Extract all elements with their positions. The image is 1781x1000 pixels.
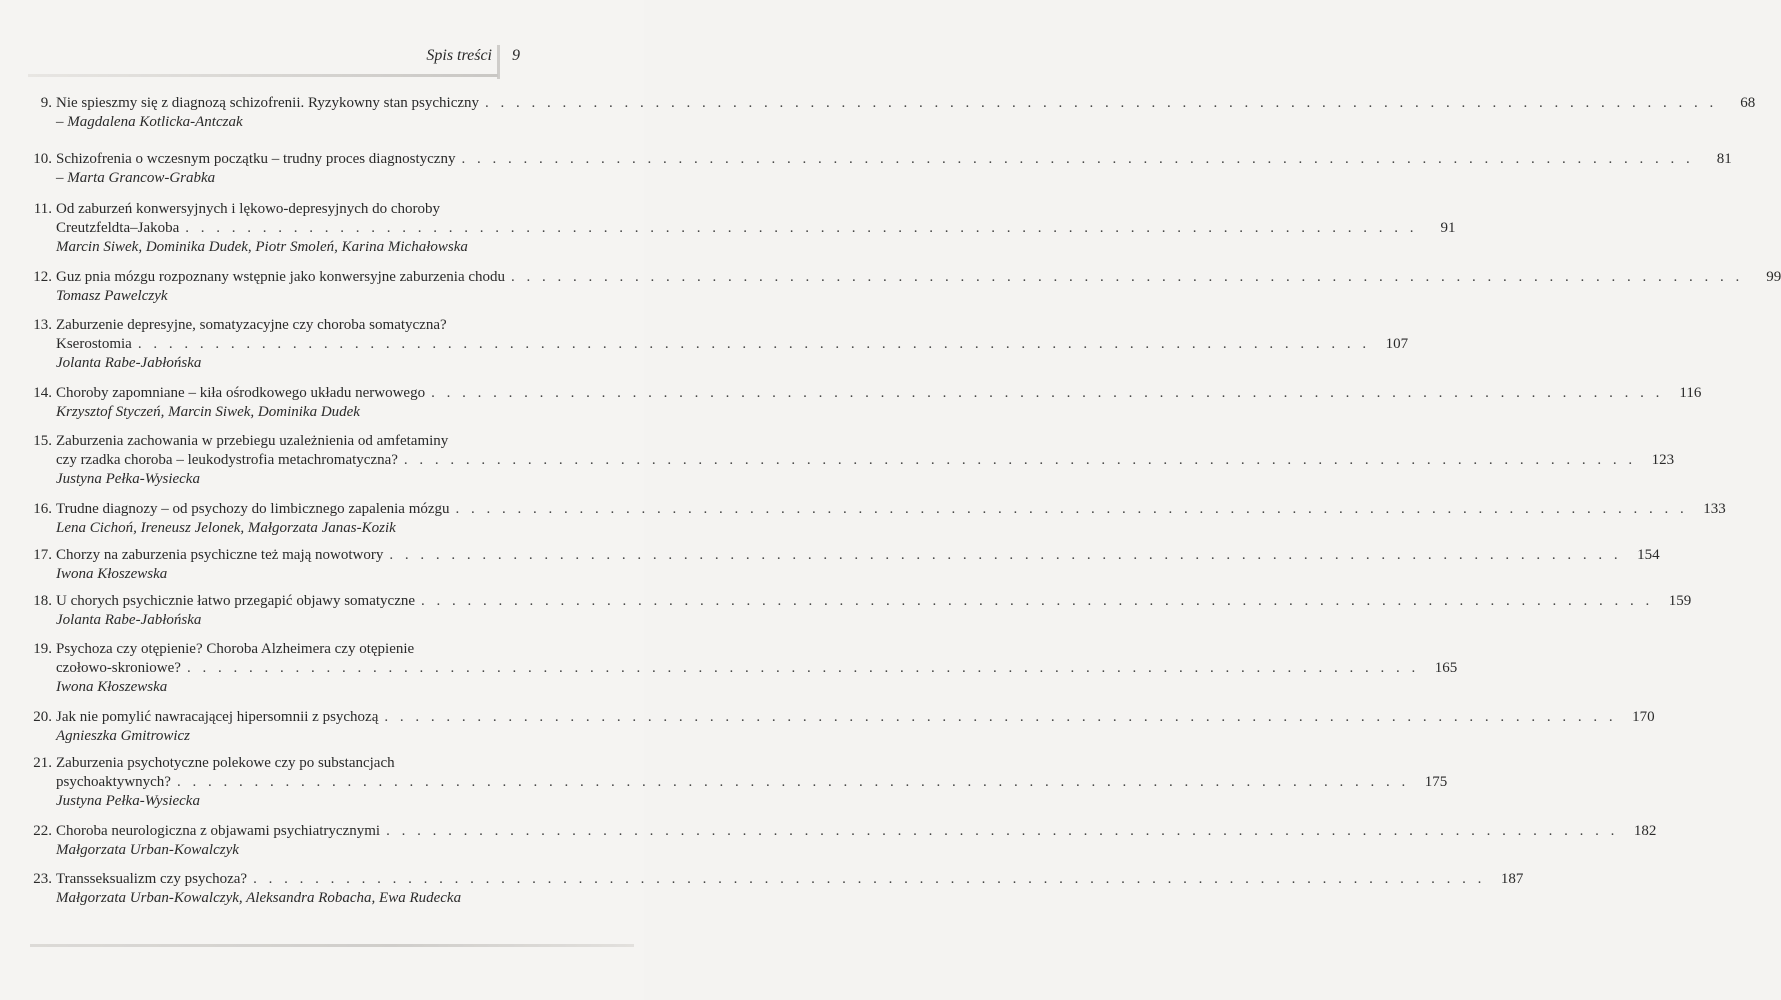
dot-leader: . . . . . . . . . . . . . . . . . . . . . . . . . . . . . . . . . . . . . . . . . . . . . . . . . . . . . . . . . . . . . . . . . . . . . . . . . . . . . . . . (185, 220, 1418, 236)
toc-entry-title: Zaburzenia psychotyczne polekowe czy po substancjach (56, 755, 395, 771)
toc-entry-title: Guz pnia mózgu rozpoznany wstępnie jako konwersyjne zaburzenia chodu (56, 269, 506, 285)
toc-entry (26, 316, 1409, 373)
dot-leader: . . . . . . . . . . . . . . . . . . . . . . . . . . . . . . . . . . . . . . . . . . . . . . . . . . . . . . . . . . . . . . . . . . . . . . . . . . . . . . . . (431, 385, 1664, 401)
toc-entry-number: 13. (33, 317, 52, 333)
toc-entry (26, 268, 1781, 306)
toc-entry-title: U chorych psychicznie łatwo przegapić objawy somatyczne (56, 593, 416, 609)
toc-entry-title: Trudne diagnozy – od psychozy do limbicznego zapalenia mózgu (56, 501, 450, 517)
toc-entry-authors: Jolanta Rabe-Jabłońska (56, 355, 202, 371)
dot-leader: . . . . . . . . . . . . . . . . . . . . . . . . . . . . . . . . . . . . . . . . . . . . . . . . . . . . . . . . . . . . . . . . . . . . . . . . . . . . . . . . (176, 774, 1410, 790)
toc-entry-number: 22. (33, 823, 52, 839)
dot-leader: . . . . . . . . . . . . . . . . . . . . . . . . . . . . . . . . . . . . . . . . . . . . . . . . . . . . . . . . . . . . . . . . . . . . . . . . . . . . . . . . (253, 871, 1486, 887)
toc-entry-page-number: 159 (1668, 593, 1692, 609)
toc-entry-title: czołowo-skroniowe? (56, 660, 181, 676)
toc-entry (26, 822, 1657, 860)
toc-entry-title: Choroby zapomniane – kiła ośrodkowego układu nerwowego (56, 385, 426, 401)
toc-entry-title: Creutzfeldta–Jakoba (56, 220, 180, 236)
toc-entry-authors: Tomasz Pawelczyk (56, 288, 168, 304)
toc-entry-authors: Małgorzata Urban-Kowalczyk (56, 842, 239, 858)
toc-entry (26, 640, 1458, 697)
dot-leader: . . . . . . . . . . . . . . . . . . . . . . . . . . . . . . . . . . . . . . . . . . . . . . . . . . . . . . . . . . . . . . . . . . . . . . . . . . . . . . . . (485, 95, 1718, 111)
toc-entry-number: 19. (33, 641, 52, 657)
toc-entry-number: 23. (33, 871, 52, 887)
toc-entry-authors: Jolanta Rabe-Jabłońska (56, 612, 202, 628)
toc-entry-authors: Iwona Kłoszewska (56, 566, 168, 582)
toc-entry-title: Choroba neurologiczna z objawami psychiatrycznymi (56, 823, 381, 839)
toc-entry-page-number: 170 (1632, 709, 1655, 725)
toc-entry-number: 14. (33, 385, 52, 401)
toc-entry-title: psychoaktywnych? (56, 774, 171, 790)
toc-entry (26, 384, 1702, 422)
footer-rule (30, 944, 634, 947)
toc-entry-title: Jak nie pomylić nawracającej hipersomnii z psychozą (56, 709, 379, 725)
toc-entry-title: Psychoza czy otępienie? Choroba Alzheimera czy otępienie (56, 641, 415, 657)
toc-entry-authors: – Marta Grancow-Grabka (56, 170, 216, 186)
toc-entry-authors: Lena Cichoń, Ireneusz Jelonek, Małgorzata Janas-Kozik (56, 520, 396, 536)
toc-entry-title: Od zaburzeń konwersyjnych i lękowo-depresyjnych do choroby (56, 201, 441, 217)
toc-entry-title: czy rzadka choroba – leukodystrofia metachromatyczna? (56, 452, 398, 468)
toc-entry-number: 9. (40, 95, 52, 111)
toc-entry-page-number: 133 (1703, 501, 1726, 517)
dot-leader: . . . . . . . . . . . . . . . . . . . . . . . . . . . . . . . . . . . . . . . . . . . . . . . . . . . . . . . . . . . . . . . . . . . . . . . . . . . . . . . . (461, 151, 1694, 167)
toc-entry-number: 15. (33, 433, 52, 449)
toc-entry-page-number: 187 (1500, 871, 1524, 887)
toc-entry-title: Nie spieszmy się z diagnozą schizofrenii. Ryzykowny stan psychiczny (56, 95, 480, 111)
toc-entry-number: 16. (33, 501, 52, 517)
toc-entry-title: Transseksualizm czy psychoza? (56, 871, 248, 887)
toc-entry-page-number: 107 (1385, 336, 1409, 352)
toc-entry-page-number: 91 (1440, 220, 1456, 236)
toc-entry-authors: – Magdalena Kotlicka-Antczak (56, 114, 243, 130)
dot-leader: . . . . . . . . . . . . . . . . . . . . . . . . . . . . . . . . . . . . . . . . . . . . . . . . . . . . . . . . . . . . . . . . . . . . . . . . . . . . . . . . (421, 593, 1654, 609)
toc-entry-page-number: 81 (1716, 151, 1732, 167)
toc-entry-page-number: 123 (1651, 452, 1675, 468)
toc-entry (26, 708, 1655, 746)
toc-entry-title: Zaburzenia zachowania w przebiegu uzależnienia od amfetaminy (56, 433, 449, 449)
toc-entry (26, 592, 1692, 630)
toc-entry (26, 546, 1660, 584)
running-header-title: Spis treści (426, 47, 492, 64)
toc-entry-number: 17. (33, 547, 52, 563)
toc-entry-authors: Justyna Pełka-Wysiecka (56, 793, 200, 809)
toc-entry-authors: Marcin Siwek, Dominika Dudek, Piotr Smoleń, Karina Michałowska (56, 239, 468, 255)
toc-entry-authors: Agnieszka Gmitrowicz (56, 728, 191, 744)
toc-entry-authors: Justyna Pełka-Wysiecka (56, 471, 200, 487)
toc-entry (26, 500, 1726, 538)
toc-entry-page-number: 165 (1434, 660, 1458, 676)
dot-leader: . . . . . . . . . . . . . . . . . . . . . . . . . . . . . . . . . . . . . . . . . . . . . . . . . . . . . . . . . . . . . . . . . . . . . . . . . . . . . . . . (384, 709, 1617, 725)
toc-entry-number: 12. (33, 269, 52, 285)
toc-entry-title: Chorzy na zaburzenia psychiczne też mają nowotwory (56, 547, 384, 563)
toc-entry-page-number: 175 (1424, 774, 1448, 790)
toc-entry-title: Schizofrenia o wczesnym początku – trudny proces diagnostyczny (56, 151, 456, 167)
dot-leader: . . . . . . . . . . . . . . . . . . . . . . . . . . . . . . . . . . . . . . . . . . . . . . . . . . . . . . . . . . . . . . . . . . . . . . . . . . . . . . . . (403, 452, 1637, 468)
header-rule (28, 74, 498, 77)
dot-leader: . . . . . . . . . . . . . . . . . . . . . . . . . . . . . . . . . . . . . . . . . . . . . . . . . . . . . . . . . . . . . . . . . . . . . . . . . . . . . . . . (511, 269, 1744, 285)
toc-entry (26, 870, 1524, 908)
dot-leader: . . . . . . . . . . . . . . . . . . . . . . . . . . . . . . . . . . . . . . . . . . . . . . . . . . . . . . . . . . . . . . . . . . . . . . . . . . . . . . . . (386, 823, 1619, 839)
running-header-page-number: 9 (512, 47, 520, 64)
toc-entry-number: 10. (33, 151, 52, 167)
dot-leader: . . . . . . . . . . . . . . . . . . . . . . . . . . . . . . . . . . . . . . . . . . . . . . . . . . . . . . . . . . . . . . . . . . . . . . . . . . . . . . . . (389, 547, 1622, 563)
toc-entry-authors: Małgorzata Urban-Kowalczyk, Aleksandra Robacha, Ewa Rudecka (56, 890, 462, 906)
dot-leader: . . . . . . . . . . . . . . . . . . . . . . . . . . . . . . . . . . . . . . . . . . . . . . . . . . . . . . . . . . . . . . . . . . . . . . . . . . . . . . . . (455, 501, 1688, 517)
toc-entry (26, 200, 1456, 257)
toc-entry-page-number: 68 (1740, 95, 1756, 111)
toc-entry-number: 21. (33, 755, 52, 771)
toc-entry-authors: Iwona Kłoszewska (56, 679, 168, 695)
toc-entry-title: Kserostomia (56, 336, 132, 352)
toc-entry (26, 150, 1732, 188)
toc-entry-page-number: 154 (1637, 547, 1660, 563)
toc-entry (26, 432, 1675, 489)
toc-entry-number: 20. (33, 709, 52, 725)
toc-entry-number: 18. (33, 593, 52, 609)
dot-leader: . . . . . . . . . . . . . . . . . . . . . . . . . . . . . . . . . . . . . . . . . . . . . . . . . . . . . . . . . . . . . . . . . . . . . . . . . . . . . . . . (186, 660, 1420, 676)
toc-entry-authors: Krzysztof Styczeń, Marcin Siwek, Dominika Dudek (56, 404, 360, 420)
toc-entry-number: 11. (33, 201, 52, 217)
dot-leader: . . . . . . . . . . . . . . . . . . . . . . . . . . . . . . . . . . . . . . . . . . . . . . . . . . . . . . . . . . . . . . . . . . . . . . . . . . . . . . . . (137, 336, 1371, 352)
toc-entry-page-number: 116 (1679, 385, 1702, 401)
toc-entry (26, 754, 1448, 811)
toc-entry (26, 94, 1756, 132)
toc-entry-page-number: 182 (1633, 823, 1657, 839)
toc-entry-title: Zaburzenie depresyjne, somatyzacyjne czy choroba somatyczna? (56, 317, 447, 333)
toc-entry-page-number: 99 (1766, 269, 1781, 285)
